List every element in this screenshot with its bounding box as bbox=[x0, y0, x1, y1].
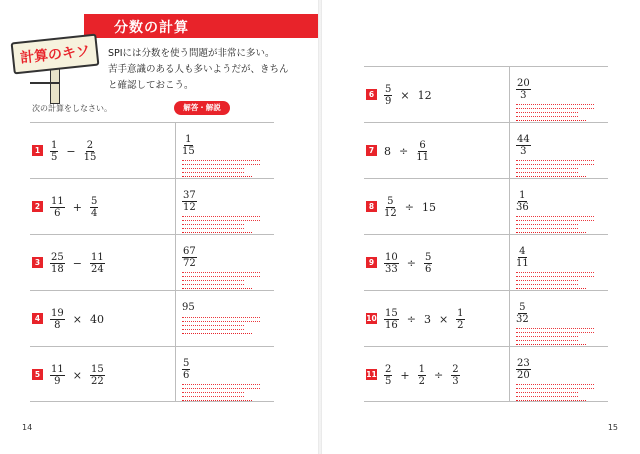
working-lines bbox=[182, 317, 260, 322]
row-divider bbox=[175, 179, 176, 234]
row-divider bbox=[509, 67, 510, 122]
working-lines bbox=[516, 328, 594, 333]
page-number: 14 bbox=[22, 423, 33, 432]
problem-expression bbox=[48, 191, 100, 223]
problem-expression bbox=[382, 359, 462, 391]
denominator: 3 bbox=[520, 90, 527, 101]
answer-fraction bbox=[516, 246, 529, 269]
row-divider bbox=[509, 235, 510, 290]
denominator: 3 bbox=[452, 375, 459, 387]
denominator: 20 bbox=[517, 370, 530, 381]
denominator: 6 bbox=[424, 263, 432, 275]
answer-cell bbox=[182, 351, 274, 404]
sign-board bbox=[11, 34, 100, 75]
numerator: 1 bbox=[185, 134, 192, 145]
operator: + bbox=[400, 368, 410, 382]
working-lines bbox=[182, 168, 244, 173]
problem-row bbox=[30, 178, 274, 234]
problem-expression bbox=[382, 191, 438, 223]
numerator: 5 bbox=[424, 251, 432, 263]
working-lines bbox=[516, 168, 578, 173]
operator: ÷ bbox=[406, 256, 416, 270]
answer-fraction bbox=[182, 134, 195, 157]
operator: × bbox=[72, 368, 82, 382]
answer-cell bbox=[516, 351, 608, 404]
numerator: 2 bbox=[452, 363, 459, 375]
problem-row bbox=[364, 178, 608, 234]
working-lines bbox=[516, 216, 594, 221]
answer-cell bbox=[516, 127, 608, 180]
working-lines bbox=[182, 272, 260, 277]
denominator: 33 bbox=[385, 263, 398, 275]
numerator: 1 bbox=[51, 139, 58, 151]
denominator: 6 bbox=[54, 207, 61, 219]
problem-number: 4 bbox=[32, 313, 43, 324]
problem-number: 8 bbox=[366, 201, 377, 212]
numerator: 11 bbox=[51, 195, 64, 207]
operator: − bbox=[72, 256, 82, 270]
fraction bbox=[84, 140, 97, 163]
fraction bbox=[90, 252, 105, 275]
numerator: 4 bbox=[519, 246, 526, 257]
working-lines bbox=[516, 104, 594, 109]
fraction bbox=[416, 140, 429, 163]
numerator: 2 bbox=[385, 363, 392, 375]
answer-value: 95 bbox=[182, 302, 195, 313]
operator: ÷ bbox=[433, 368, 444, 382]
row-divider bbox=[175, 235, 176, 290]
problem-number: 5 bbox=[32, 369, 43, 380]
problem-number: 3 bbox=[32, 257, 43, 268]
problem-number: 10 bbox=[366, 314, 377, 323]
whole-number: 3 bbox=[423, 312, 431, 326]
numerator: 6 bbox=[419, 139, 426, 151]
answer-cell bbox=[182, 183, 274, 236]
numerator: 1 bbox=[457, 307, 464, 319]
fraction bbox=[50, 196, 65, 219]
denominator: 4 bbox=[90, 207, 98, 219]
intro-line: と確認しておこう。 bbox=[108, 80, 194, 91]
denominator: 11 bbox=[416, 151, 429, 163]
answer-cell bbox=[516, 183, 608, 236]
working-lines bbox=[182, 325, 244, 330]
row-divider bbox=[509, 179, 510, 234]
denominator: 15 bbox=[182, 146, 195, 157]
problem-expression bbox=[382, 303, 467, 335]
numerator: 11 bbox=[51, 363, 64, 375]
problem-expression bbox=[382, 135, 431, 167]
denominator: 8 bbox=[54, 319, 61, 331]
explanation-note bbox=[182, 333, 252, 337]
operator: + bbox=[72, 200, 82, 214]
working-lines bbox=[516, 272, 594, 277]
answer-fraction bbox=[182, 358, 190, 381]
problem-table-left bbox=[30, 122, 274, 402]
working-lines bbox=[182, 160, 260, 165]
fraction bbox=[50, 364, 65, 387]
denominator: 5 bbox=[51, 151, 58, 163]
problem-expression bbox=[48, 135, 98, 167]
numerator: 15 bbox=[385, 307, 398, 319]
numerator: 5 bbox=[385, 83, 392, 95]
answer-cell bbox=[182, 127, 274, 180]
problem-row bbox=[364, 122, 608, 178]
whole-number: 8 bbox=[384, 144, 391, 158]
problem-expression bbox=[48, 359, 107, 391]
denominator: 9 bbox=[385, 95, 392, 107]
problem-row bbox=[364, 346, 608, 402]
denominator: 3 bbox=[520, 146, 527, 157]
problem-number: 6 bbox=[366, 89, 377, 100]
working-lines bbox=[182, 384, 260, 389]
problem-expression bbox=[382, 79, 434, 111]
answer-cell bbox=[516, 239, 608, 292]
answer-fraction bbox=[516, 358, 531, 381]
numerator: 5 bbox=[519, 302, 526, 313]
fraction bbox=[50, 252, 65, 275]
problem-row bbox=[30, 122, 274, 178]
fraction bbox=[418, 364, 426, 387]
denominator: 15 bbox=[83, 151, 97, 163]
grass-line bbox=[30, 76, 60, 84]
denominator: 12 bbox=[384, 207, 397, 219]
operator: × bbox=[400, 88, 410, 102]
working-lines bbox=[182, 280, 244, 285]
fraction bbox=[451, 364, 459, 387]
denominator: 5 bbox=[385, 375, 392, 387]
numerator: 37 bbox=[183, 190, 196, 201]
operator: × bbox=[438, 312, 449, 326]
operator: × bbox=[72, 312, 82, 326]
fraction bbox=[90, 196, 98, 219]
explanation-note bbox=[516, 400, 586, 404]
denominator: 22 bbox=[90, 375, 104, 387]
denominator: 2 bbox=[418, 375, 425, 387]
answer-fraction bbox=[516, 134, 531, 157]
section-title-bar bbox=[84, 14, 320, 38]
answer-cell bbox=[516, 71, 608, 124]
problem-number: 7 bbox=[366, 145, 377, 156]
working-lines bbox=[516, 384, 594, 389]
fraction bbox=[90, 364, 105, 387]
fraction bbox=[456, 308, 464, 331]
fraction bbox=[424, 252, 432, 275]
working-lines bbox=[516, 392, 578, 397]
answer-cell bbox=[182, 239, 274, 292]
numerator: 25 bbox=[51, 251, 64, 263]
row-divider bbox=[509, 347, 510, 401]
denominator: 12 bbox=[183, 202, 196, 213]
problem-row bbox=[30, 234, 274, 290]
working-lines bbox=[516, 224, 578, 229]
problem-table-right bbox=[364, 66, 608, 402]
numerator: 10 bbox=[385, 251, 398, 263]
instruction-text: 次の計算をしなさい。 bbox=[32, 104, 112, 113]
denominator: 2 bbox=[457, 319, 464, 331]
numerator: 23 bbox=[517, 358, 530, 369]
fraction bbox=[50, 308, 65, 331]
fraction bbox=[384, 308, 399, 331]
sign-label: 計算のキソ bbox=[19, 43, 91, 67]
numerator: 1 bbox=[418, 363, 425, 375]
problem-row bbox=[364, 66, 608, 122]
denominator: 36 bbox=[516, 202, 529, 213]
whole-number: 40 bbox=[89, 312, 104, 326]
fraction bbox=[50, 140, 58, 163]
problem-row bbox=[364, 290, 608, 346]
working-lines bbox=[516, 112, 578, 117]
row-divider bbox=[175, 347, 176, 401]
operator: ÷ bbox=[406, 312, 416, 326]
problem-number: 2 bbox=[32, 201, 43, 212]
working-lines bbox=[182, 216, 260, 221]
fraction bbox=[384, 252, 399, 275]
denominator: 18 bbox=[51, 263, 64, 275]
problem-row bbox=[364, 234, 608, 290]
denominator: 6 bbox=[183, 370, 190, 381]
numerator: 5 bbox=[90, 195, 98, 207]
answer-fraction bbox=[516, 78, 531, 101]
intro-line: 苦手意識のある人も多いようだが、きちん bbox=[108, 64, 289, 75]
problem-row bbox=[30, 290, 274, 346]
numerator: 2 bbox=[86, 139, 94, 151]
operator: ÷ bbox=[399, 144, 409, 158]
working-lines bbox=[516, 280, 578, 285]
problem-number: 1 bbox=[32, 145, 43, 156]
intro-line: SPIには分数を使う問題が非常に多い。 bbox=[108, 48, 275, 59]
working-lines bbox=[516, 160, 594, 165]
problem-number: 11 bbox=[366, 370, 377, 379]
section-title: 分数の計算 bbox=[114, 20, 189, 36]
whole-number: 15 bbox=[421, 200, 436, 214]
answer-fraction bbox=[182, 190, 197, 213]
answer-cell bbox=[516, 295, 608, 348]
operator: − bbox=[66, 144, 76, 158]
answer-fraction bbox=[516, 190, 529, 213]
problem-row bbox=[30, 346, 274, 402]
problem-number: 9 bbox=[366, 257, 377, 268]
row-divider bbox=[509, 123, 510, 178]
working-lines bbox=[516, 336, 578, 341]
working-lines bbox=[182, 224, 244, 229]
problem-expression bbox=[48, 303, 106, 335]
numerator: 67 bbox=[183, 246, 196, 257]
working-lines bbox=[182, 392, 244, 397]
fraction bbox=[384, 196, 397, 219]
row-divider bbox=[175, 291, 176, 346]
operator: ÷ bbox=[404, 200, 414, 214]
fraction bbox=[384, 364, 392, 387]
page-number: 15 bbox=[607, 423, 618, 432]
answer-cell bbox=[182, 295, 274, 337]
problem-expression bbox=[382, 247, 434, 279]
numerator: 5 bbox=[387, 195, 394, 207]
explanation-note bbox=[182, 400, 252, 404]
denominator: 24 bbox=[90, 263, 104, 275]
denominator: 9 bbox=[54, 375, 61, 387]
whole-number: 12 bbox=[417, 88, 432, 102]
numerator: 11 bbox=[90, 251, 104, 263]
denominator: 72 bbox=[183, 258, 196, 269]
right-page bbox=[320, 0, 640, 454]
answer-fraction bbox=[516, 302, 529, 325]
denominator: 32 bbox=[516, 314, 529, 325]
fraction bbox=[384, 84, 392, 107]
problem-expression bbox=[48, 247, 107, 279]
row-divider bbox=[509, 291, 510, 346]
numerator: 5 bbox=[183, 358, 190, 369]
answer-fraction bbox=[182, 246, 197, 269]
denominator: 16 bbox=[385, 319, 398, 331]
answer-explanation-tag: 解答・解説 bbox=[174, 101, 230, 115]
numerator: 20 bbox=[517, 78, 530, 89]
numerator: 19 bbox=[51, 307, 64, 319]
numerator: 15 bbox=[90, 363, 104, 375]
intro-text bbox=[108, 46, 318, 94]
numerator: 1 bbox=[519, 190, 526, 201]
denominator: 11 bbox=[516, 258, 529, 269]
row-divider bbox=[175, 123, 176, 178]
numerator: 44 bbox=[517, 134, 530, 145]
